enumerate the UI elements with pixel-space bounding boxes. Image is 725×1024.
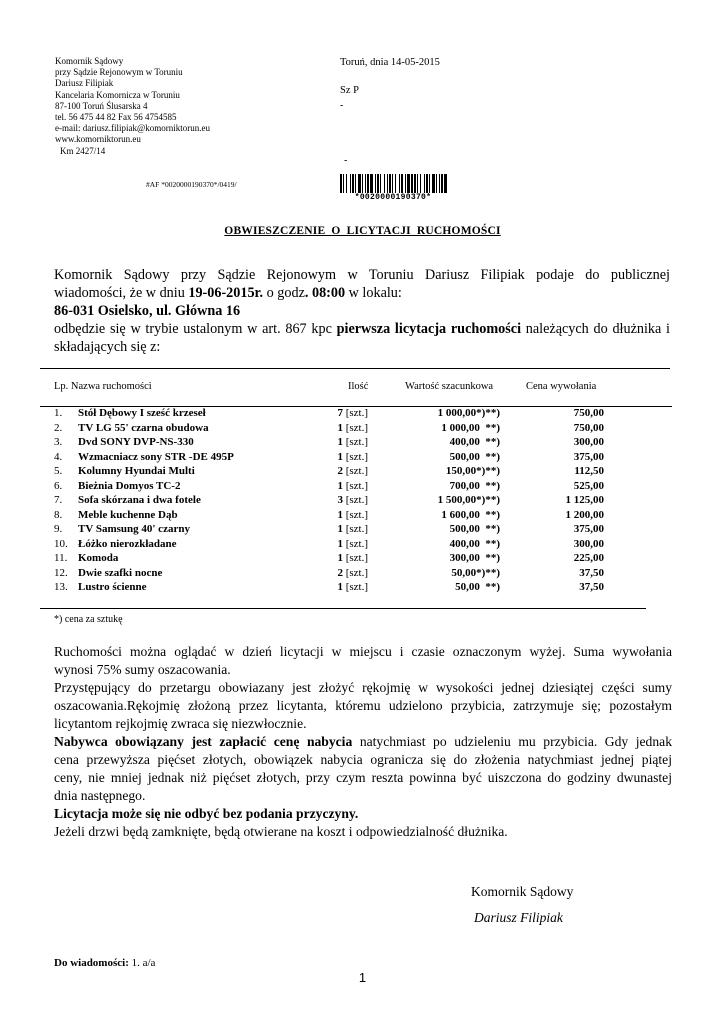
row-value-text: 400,00 **) [449, 537, 500, 550]
intro-line-5: składających się z: [54, 339, 161, 355]
row-item-name: Dwie szafki nocne [78, 566, 163, 579]
table-header [0, 381, 725, 395]
row-quantity-unit: [szt.] [342, 407, 368, 419]
intro-line-2-c: w lokalu: [345, 285, 402, 301]
row-quantity-unit: [szt.] [342, 566, 368, 579]
row-quantity [290, 407, 368, 419]
barcode-bar [343, 174, 344, 194]
row-quantity-value: 1 [337, 450, 343, 463]
row-quantity-value: 2 [337, 465, 343, 477]
table-row [0, 581, 725, 596]
first-auction-label: pierwsza licytacja ruchomości [336, 321, 522, 337]
row-quantity-value: 1 [337, 581, 343, 593]
buyer-obligation: Nabywca obowiązany jest zapłacić cenę nabycia [54, 734, 353, 749]
auction-location-text: 86-031 Osielsko, ul. Główna 16 [54, 303, 241, 319]
barcode-bar [352, 174, 354, 194]
row-item-name: TV Samsung 40' czarny [78, 523, 190, 535]
row-quantity [290, 494, 368, 506]
row-quantity-value: 1 [337, 508, 343, 521]
auction-location [54, 302, 670, 320]
row-value-text: 1 500,00*)**) [437, 494, 500, 506]
auction-cancel-note: Licytacja może się nie odbyć bez podania przyczyny. [54, 806, 359, 821]
table-row [0, 523, 725, 538]
row-value-text: 700,00 **) [449, 479, 500, 492]
row-quantity-unit: [szt.] [342, 552, 368, 564]
barcode-bar [346, 174, 347, 194]
table-row [0, 552, 725, 567]
row-quantity-value: 1 [337, 523, 343, 535]
row-value-text: 400,00 **) [449, 436, 500, 448]
barcode-dash: - [344, 155, 348, 166]
header-qty: Ilość [348, 381, 369, 392]
barcode-bar [362, 174, 363, 194]
table-row [0, 407, 725, 422]
sender-line-phone: tel. 56 475 44 82 Fax 56 4754585 [55, 112, 177, 123]
row-number: 1. [54, 407, 63, 419]
row-quantity-value: 1 [337, 552, 343, 564]
row-quantity [290, 451, 368, 463]
row-value [396, 523, 500, 535]
barcode-bar [426, 174, 428, 194]
barcode-bar [407, 174, 410, 194]
intro-paragraph [54, 266, 670, 356]
row-value [396, 451, 500, 463]
terms-p2-line2: oszacowania.Rękojmię złożoną przez licytanta, któremu udzielono przybicia, zatrzymuje się; pozostałym [54, 698, 672, 713]
barcode-bar [399, 174, 400, 194]
barcode-bar [417, 174, 418, 194]
table-row [0, 451, 725, 466]
row-quantity-unit: [szt.] [342, 523, 368, 535]
table-row [0, 509, 725, 524]
row-value-text: 50,00 **) [455, 581, 500, 593]
row-quantity [290, 480, 368, 492]
barcode-bar [436, 174, 437, 194]
sender-line-www: www.komorniktorun.eu [55, 134, 141, 145]
table-row [0, 538, 725, 553]
barcode-bar [389, 174, 391, 194]
sender-line-street: 87-100 Toruń Ślusarska 4 [55, 100, 148, 111]
table-row [0, 465, 725, 480]
row-number: 7. [54, 494, 63, 506]
row-quantity-unit: [szt.] [342, 450, 368, 463]
row-value [396, 567, 500, 579]
row-price: 112,50 [574, 465, 604, 477]
row-value-text: 150,00*)**) [445, 465, 500, 477]
table-row [0, 567, 725, 582]
row-number: 3. [54, 436, 63, 448]
row-price: 375,00 [573, 450, 604, 463]
barcode-bar [377, 174, 379, 194]
intro-line-2 [54, 284, 670, 302]
footnote: *) cena za sztukę [54, 614, 123, 625]
row-item-name: Wzmacniacz sony STR -DE 495P [78, 450, 234, 463]
row-quantity [290, 581, 368, 593]
table-row [0, 480, 725, 495]
terms-p2-line3: licytantom rejkojmię zwraca się niezwłocznie. [54, 716, 307, 731]
row-quantity [290, 436, 368, 448]
sender-line-office: Komornik Sądowy [55, 56, 124, 66]
barcode-bar [441, 174, 443, 194]
barcode-bar [444, 174, 447, 194]
terms-p5: Jeżeli drzwi będą zamknięte, będą otwierane na koszt i odpowiedzialność dłużnika. [54, 824, 508, 839]
row-quantity [290, 523, 368, 535]
addressee-dash: - [340, 100, 344, 111]
terms-p3-line2: cena przewyższa pięćset złotych, obowiązek nabycia ogranicza się do złożenia natychmiast jednej piątej [54, 752, 672, 767]
row-value [396, 422, 500, 434]
barcode-bar [432, 174, 435, 194]
row-price: 37,50 [579, 581, 604, 593]
distribution-note [54, 957, 155, 969]
row-quantity-unit: [szt.] [342, 465, 368, 477]
row-value [396, 436, 500, 448]
terms-p1-line1: Ruchomości można oglądać w dzień licytacji w miejscu i czasie oznaczonym wyżej. Suma wywołania [54, 644, 672, 659]
row-price: 37,50 [579, 566, 604, 579]
row-value-text: 50,00*)**) [451, 566, 500, 579]
barcode-bar [365, 174, 366, 194]
barcode-bar [340, 174, 342, 194]
row-quantity-value: 1 [337, 537, 343, 550]
barcode-bar [405, 174, 406, 194]
row-quantity [290, 552, 368, 564]
header-price: Cena wywołania [526, 381, 597, 392]
row-number: 2. [54, 421, 63, 434]
row-item-name: Stół Dębowy I sześć krzeseł [78, 407, 206, 419]
row-quantity-unit: [szt.] [342, 421, 368, 434]
divider-top [40, 368, 670, 369]
row-number: 10. [54, 537, 68, 550]
row-quantity-value: 2 [337, 566, 343, 579]
row-number: 11. [54, 552, 68, 564]
place-date: Toruń, dnia 14-05-2015 [340, 57, 440, 68]
row-quantity-value: 3 [337, 494, 343, 506]
terms-p3-line1 [54, 733, 672, 751]
row-value-text: 1 000,00 **) [441, 421, 500, 434]
row-item-name: Bieżnia Domyos TC-2 [78, 479, 181, 492]
barcode-bar [380, 174, 381, 194]
barcode-bar [375, 174, 376, 194]
header-lp-name: Lp. Nazwa ruchomości [54, 381, 152, 392]
row-number: 9. [54, 523, 63, 535]
terms-paragraphs [54, 643, 672, 841]
row-value [396, 552, 500, 564]
row-quantity-unit: [szt.] [342, 436, 368, 448]
row-quantity [290, 509, 368, 521]
row-quantity-unit: [szt.] [342, 494, 368, 506]
row-value-text: 1 600,00 **) [441, 508, 500, 521]
row-price: 225,00 [573, 552, 604, 564]
row-quantity [290, 465, 368, 477]
row-value [396, 538, 500, 550]
barcode-bar [411, 174, 413, 194]
barcode-bar [429, 174, 430, 194]
row-number: 8. [54, 508, 63, 521]
document-title: OBWIESZCZENIE O LICYTACJI RUCHOMOŚCI [224, 225, 501, 237]
row-quantity [290, 567, 368, 579]
row-quantity-unit: [szt.] [342, 581, 368, 593]
row-number: 6. [54, 479, 63, 492]
terms-p3-line3: ceny, nie mniej jednak niż pięćset złotych, przy czym reszta powinna być uiszczona do godziny dwunastej [54, 770, 672, 785]
row-item-name: Kolumny Hyundai Multi [78, 465, 195, 477]
row-quantity-unit: [szt.] [342, 508, 368, 521]
row-price: 525,00 [573, 479, 604, 492]
row-quantity-value: 7 [337, 407, 343, 419]
table-row [0, 422, 725, 437]
intro-line-2-b: o godz [263, 285, 305, 301]
row-price: 375,00 [573, 523, 604, 535]
row-value-text: 1 000,00*)**) [437, 407, 500, 419]
sender-address-block [55, 56, 210, 157]
row-price: 750,00 [573, 407, 604, 419]
row-price: 1 200,00 [565, 508, 604, 521]
row-value [396, 465, 500, 477]
barcode-bar [420, 174, 421, 194]
row-price: 750,00 [573, 421, 604, 434]
header-value: Wartość szacunkowa [405, 381, 494, 392]
row-quantity-value: 1 [337, 479, 343, 492]
divider-table-bottom [40, 608, 646, 609]
row-quantity-unit: [szt.] [342, 537, 368, 550]
row-item-name: Sofa skórzana i dwa fotele [78, 494, 201, 506]
signature-title: Komornik Sądowy [471, 884, 574, 899]
row-price: 1 125,00 [565, 494, 604, 506]
barcode-text: *0020000190370* [339, 193, 447, 202]
sender-line-chancellery: Kancelaria Komornicza w Toruniu [55, 89, 180, 100]
row-value-text: 300,00 **) [449, 552, 500, 564]
row-number: 4. [54, 450, 63, 463]
row-value-text: 500,00 **) [449, 450, 500, 463]
sender-line-email: e-mail: dariusz.filipiak@komorniktorun.eu [55, 123, 210, 134]
row-number: 13. [54, 581, 68, 593]
sender-line-court: przy Sądzie Rejonowym w Toruniu [55, 67, 183, 78]
row-number: 12. [54, 566, 68, 579]
barcode-bar [384, 174, 385, 194]
row-value [396, 509, 500, 521]
row-price: 300,00 [573, 537, 604, 550]
barcode-bar [392, 174, 393, 194]
intro-line-2-a: wiadomości, że w dniu [54, 285, 189, 301]
intro-line-4-b: należących do dłużnika i [521, 321, 670, 337]
barcode-bar [358, 174, 361, 194]
row-item-name: Dvd SONY DVP-NS-330 [78, 436, 194, 448]
barcode-bar [414, 174, 416, 194]
row-item-name: Meble kuchenne Dąb [78, 508, 178, 521]
items-table [0, 407, 725, 599]
row-value [396, 480, 500, 492]
addressee-label: Sz P [340, 85, 359, 96]
barcode-bar [439, 174, 440, 194]
row-quantity [290, 538, 368, 550]
row-quantity-unit: [szt.] [342, 479, 368, 492]
barcode-bar [370, 174, 373, 194]
intro-line-4 [54, 320, 670, 338]
barcode-bar [395, 174, 396, 194]
intro-line-4-a: odbędzie się w trybie ustalonym w art. 867 kpc [54, 321, 337, 337]
table-row [0, 436, 725, 451]
auction-date: 19-06-2015r. [188, 285, 264, 301]
row-item-name: Komoda [78, 552, 119, 564]
row-item-name: Łóżko nierozkładane [78, 537, 177, 550]
row-quantity-value: 1 [337, 421, 343, 434]
barcode-bar [424, 174, 425, 194]
barcode-bar [367, 174, 369, 194]
distribution-value: 1. a/a [128, 957, 156, 969]
barcode-bar [350, 174, 351, 194]
row-value [396, 407, 500, 419]
af-code: #AF *0020000190370*/0419/ [146, 180, 237, 189]
table-row [0, 494, 725, 509]
row-value-text: 500,00 **) [449, 523, 500, 535]
barcode-bar [401, 174, 403, 194]
row-quantity [290, 422, 368, 434]
sender-line-name: Dariusz Filipiak [55, 78, 114, 89]
distribution-label: Do wiadomości: [54, 957, 129, 969]
barcode [339, 174, 447, 202]
terms-p3-line4: dnia następnego. [54, 788, 146, 803]
page-number: 1 [358, 970, 367, 985]
row-price: 300,00 [573, 436, 604, 448]
row-quantity-value: 1 [337, 436, 343, 448]
barcode-bar [387, 174, 388, 194]
auction-time: . 08:00 [304, 285, 346, 301]
row-value [396, 581, 500, 593]
terms-p2-line1: Przystępujący do przetargu obowiazany jest złożyć rękojmię w wysokości jednej dziesiątej części sumy [54, 680, 672, 695]
barcode-bars [339, 174, 447, 194]
row-value [396, 494, 500, 506]
terms-p1-line2: wynosi 75% sumy oszacowania. [54, 662, 231, 677]
row-number: 5. [54, 465, 63, 477]
terms-p3-line1-rest: natychmiast po udzieleniu mu przybicia. Gdy jednak [352, 734, 672, 749]
terms-p4 [54, 805, 672, 823]
intro-line-1: Komornik Sądowy przy Sądzie Rejonowym w Toruniu Dariusz Filipiak podaje do publicznej [54, 267, 670, 283]
case-number: Km 2427/14 [60, 145, 106, 156]
barcode-bar [355, 174, 356, 194]
signature-name: Dariusz Filipiak [474, 910, 563, 925]
row-item-name: Lustro ścienne [78, 581, 147, 593]
row-item-name: TV LG 55' czarna obudowa [78, 421, 209, 434]
